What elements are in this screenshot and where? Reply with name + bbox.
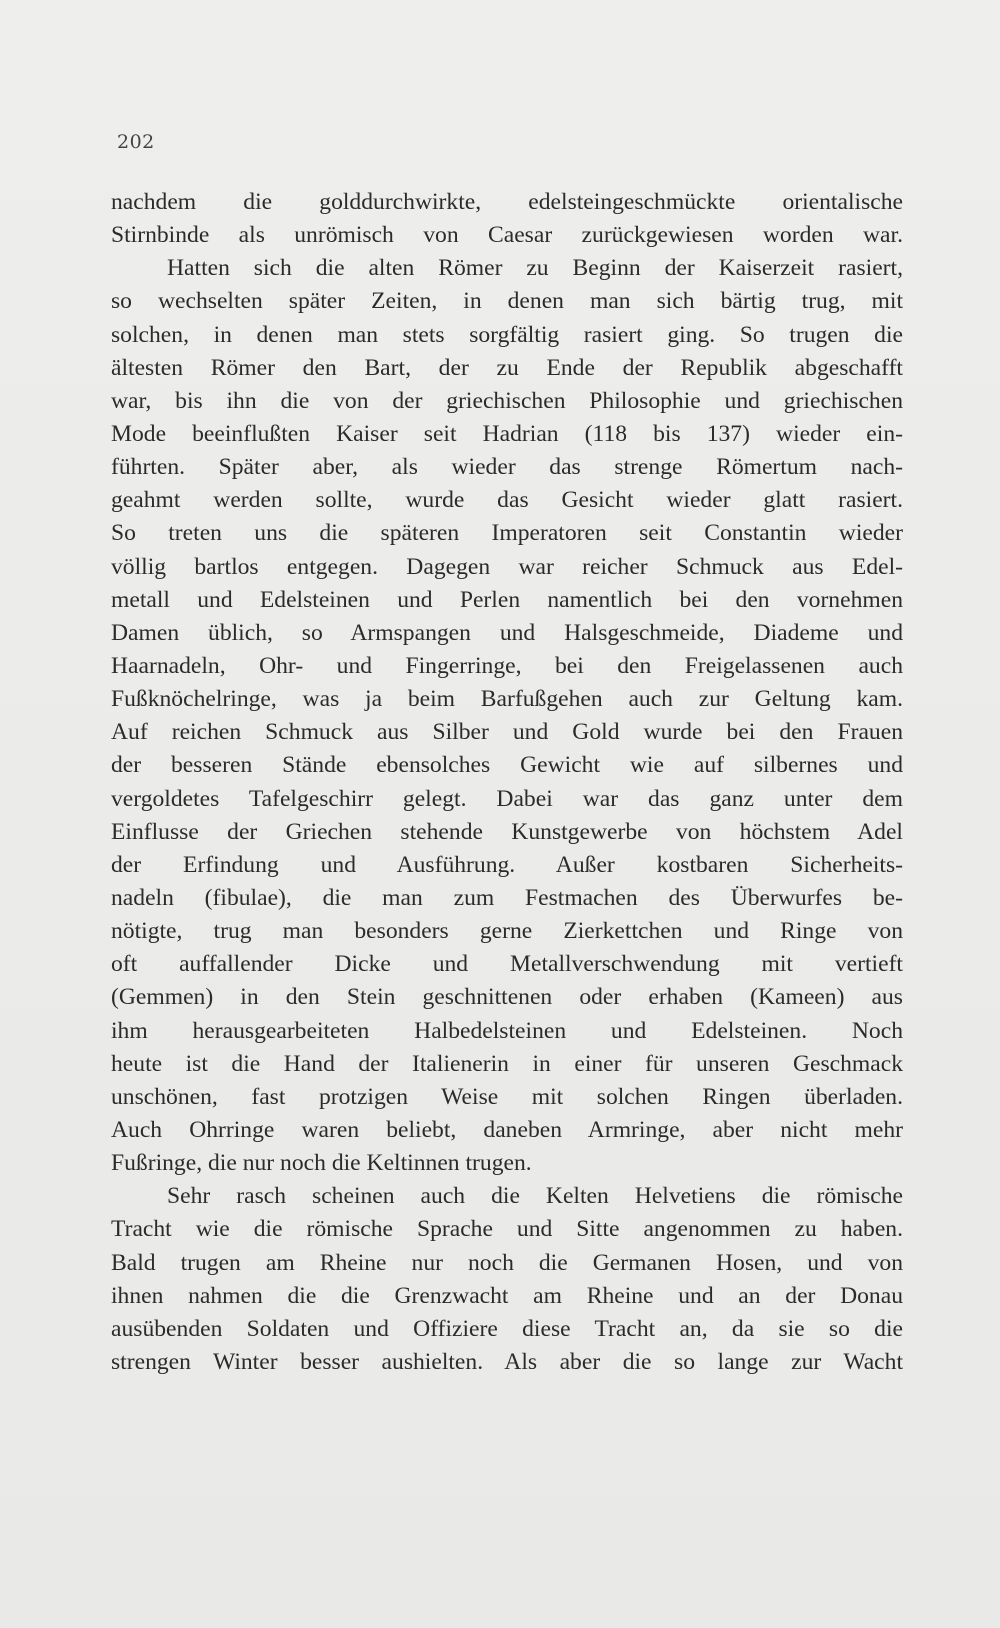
- text-line: führten. Später aber, als wieder das strenge Römertum nach-: [111, 454, 903, 481]
- text-line: ihnen nahmen die die Grenzwacht am Rheine und an der Donau: [111, 1282, 903, 1309]
- text-line: Sehr rasch scheinen auch die Kelten Helvetiens die römische: [167, 1183, 903, 1210]
- text-line: geahmt werden sollte, wurde das Gesicht wieder glatt rasiert.: [111, 487, 903, 514]
- body-text: [111, 186, 903, 1379]
- text-line: Stirnbinde als unrömisch von Caesar zurückgewiesen worden war.: [111, 222, 903, 249]
- text-line: Fußringe, die nur noch die Keltinnen trugen.: [111, 1150, 532, 1177]
- text-line: Bald trugen am Rheine nur noch die Germanen Hosen, und von: [111, 1249, 903, 1276]
- text-line: Fußknöchelringe, was ja beim Barfußgehen auch zur Geltung kam.: [111, 686, 903, 713]
- text-line: völlig bartlos entgegen. Dagegen war reicher Schmuck aus Edel-: [111, 553, 903, 580]
- text-line: So treten uns die späteren Imperatoren seit Constantin wieder: [111, 520, 903, 547]
- text-line: heute ist die Hand der Italienerin in einer für unseren Geschmack: [111, 1050, 903, 1077]
- text-line: Haarnadeln, Ohr- und Fingerringe, bei den Freigelassenen auch: [111, 652, 903, 679]
- page-number: 202: [117, 131, 155, 153]
- text-line: nötigte, trug man besonders gerne Zierkettchen und Ringe von: [111, 918, 903, 945]
- text-line: unschönen, fast protzigen Weise mit solchen Ringen überladen.: [111, 1083, 903, 1110]
- text-line: ältesten Römer den Bart, der zu Ende der Republik abgeschafft: [111, 354, 903, 381]
- text-line: ausübenden Soldaten und Offiziere diese Tracht an, da sie so die: [111, 1315, 903, 1342]
- text-line: war, bis ihn die von der griechischen Philosophie und griechischen: [111, 387, 903, 414]
- text-line: der Erfindung und Ausführung. Außer kostbaren Sicherheits-: [111, 851, 903, 878]
- text-line: Einflusse der Griechen stehende Kunstgewerbe von höchstem Adel: [111, 818, 903, 845]
- text-line: Tracht wie die römische Sprache und Sitte angenommen zu haben.: [111, 1216, 903, 1243]
- text-line: strengen Winter besser aushielten. Als aber die so lange zur Wacht: [111, 1348, 903, 1375]
- text-line: Auch Ohrringe waren beliebt, daneben Armringe, aber nicht mehr: [111, 1116, 903, 1143]
- text-line: vergoldetes Tafelgeschirr gelegt. Dabei war das ganz unter dem: [111, 785, 903, 812]
- text-line: ihm herausgearbeiteten Halbedelsteinen und Edelsteinen. Noch: [111, 1017, 903, 1044]
- text-line: nachdem die golddurchwirkte, edelsteingeschmückte orientalische: [111, 189, 903, 215]
- text-line: oft auffallender Dicke und Metallverschwendung mit vertieft: [111, 951, 903, 978]
- text-line: der besseren Stände ebensolches Gewicht wie auf silbernes und: [111, 752, 903, 779]
- text-line: Mode beeinflußten Kaiser seit Hadrian (118 bis 137) wieder ein-: [111, 420, 903, 447]
- text-line: Hatten sich die alten Römer zu Beginn der Kaiserzeit rasiert,: [167, 255, 903, 282]
- text-line: nadeln (fibulae), die man zum Festmachen des Überwurfes be-: [111, 884, 903, 911]
- text-line: metall und Edelsteinen und Perlen namentlich bei den vornehmen: [111, 586, 903, 613]
- text-line: so wechselten später Zeiten, in denen man sich bärtig trug, mit: [111, 288, 903, 315]
- text-line: (Gemmen) in den Stein geschnittenen oder erhaben (Kameen) aus: [111, 984, 903, 1011]
- text-line: Auf reichen Schmuck aus Silber und Gold wurde bei den Frauen: [111, 719, 903, 746]
- text-line: solchen, in denen man stets sorgfältig rasiert ging. So trugen die: [111, 321, 903, 348]
- text-line: Damen üblich, so Armspangen und Halsgeschmeide, Diademe und: [111, 619, 903, 646]
